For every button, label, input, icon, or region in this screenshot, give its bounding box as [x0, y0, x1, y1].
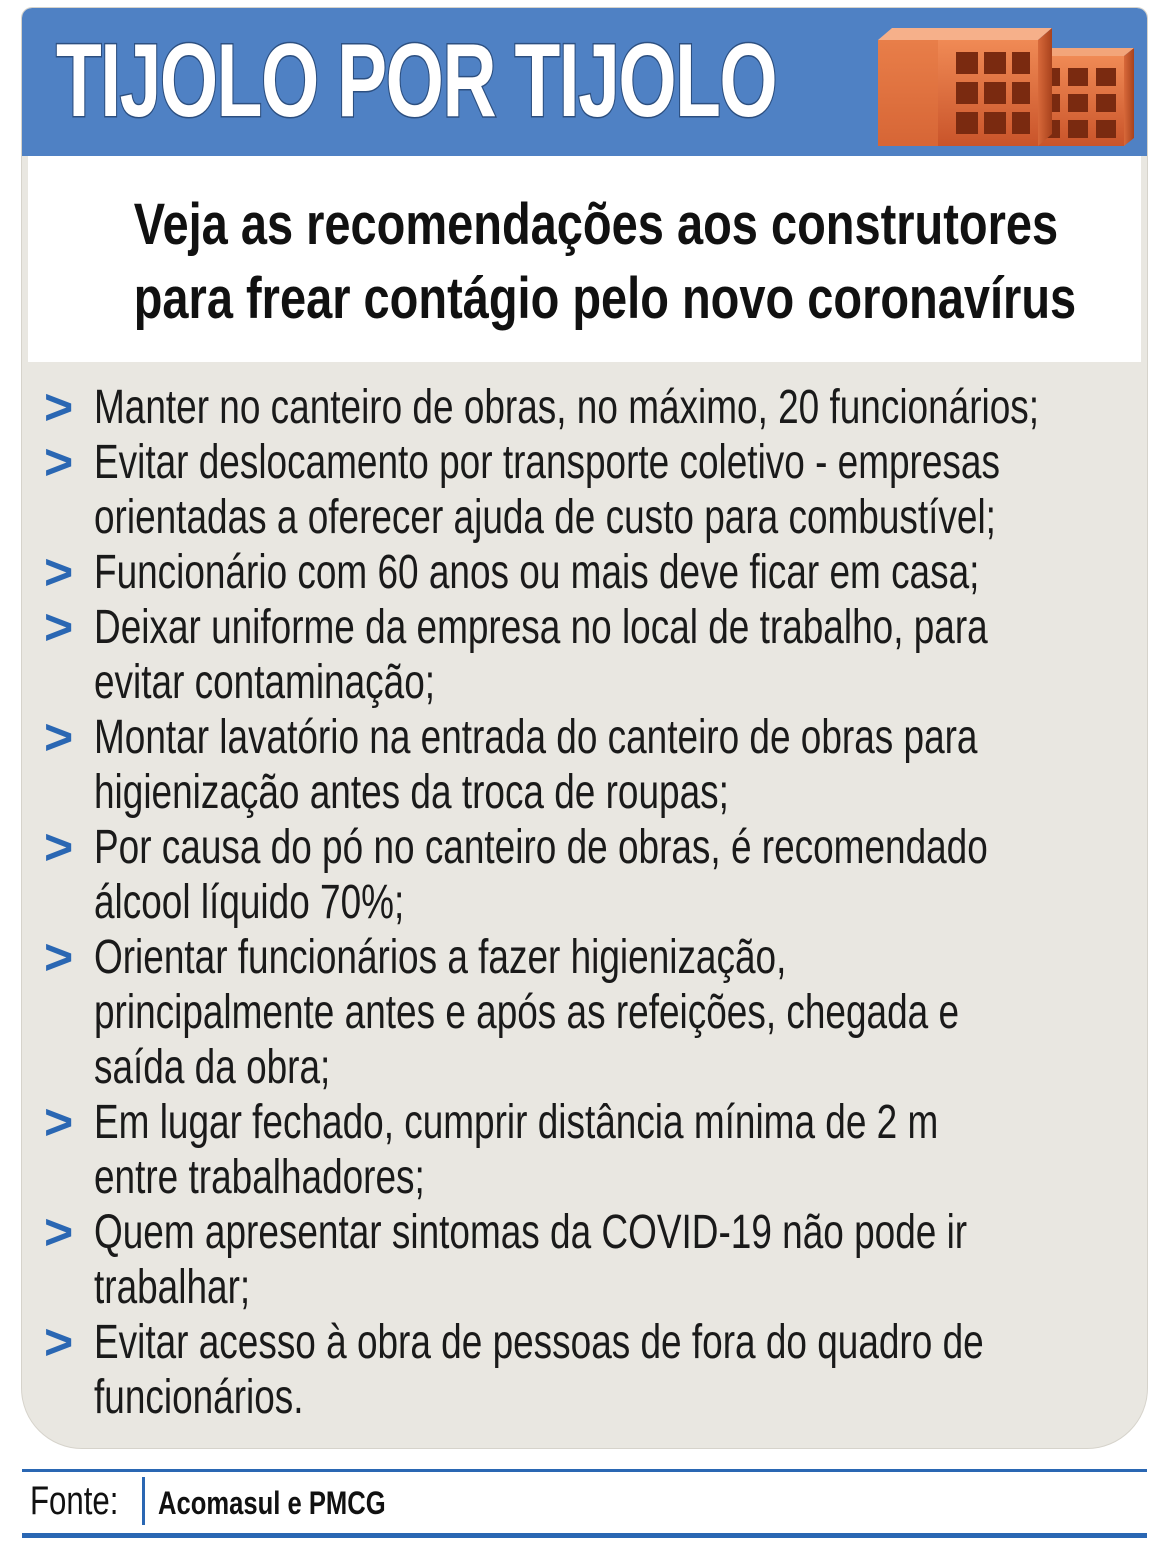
list-item — [44, 1205, 1134, 1315]
subtitle-line: para frear contágio pelo novo coronavírus — [133, 266, 1077, 331]
chevron-right-icon: > — [44, 709, 74, 765]
source-label: Fonte: — [30, 1479, 119, 1523]
list-item-text: Manter no canteiro de obras, no máximo, 20 funcionários; — [94, 381, 1040, 434]
list-item-text: higienização antes da troca de roupas; — [94, 766, 729, 819]
source-value: Acomasul e PMCG — [158, 1485, 386, 1521]
subtitle-line: Veja as recomendações aos construtores — [133, 192, 1059, 257]
chevron-right-icon: > — [44, 1314, 74, 1370]
chevron-right-icon: > — [44, 434, 74, 490]
chevron-right-icon: > — [44, 1094, 74, 1150]
list-item-text: principalmente antes e após as refeições, chegada e — [94, 986, 960, 1039]
list-item-text: orientadas a oferecer ajuda de custo para combustível; — [94, 491, 996, 544]
subtitle-box — [28, 156, 1141, 362]
chevron-right-icon: > — [44, 544, 74, 600]
chevron-right-icon: > — [44, 599, 74, 655]
list-item-text: Evitar deslocamento por transporte coletivo - empresas — [94, 436, 1000, 489]
list-item — [44, 1095, 1134, 1205]
list-item-text: Montar lavatório na entrada do canteiro de obras para — [94, 711, 978, 764]
list-item-text: Deixar uniforme da empresa no local de trabalho, para — [94, 601, 988, 654]
list-item — [44, 710, 1134, 820]
source-divider-top — [22, 1469, 1147, 1472]
list-item-text: trabalhar; — [94, 1261, 251, 1314]
list-item-text: saída da obra; — [94, 1041, 331, 1094]
chevron-right-icon: > — [44, 379, 74, 435]
header-bar — [22, 8, 1147, 156]
list-item — [44, 545, 1134, 600]
chevron-right-icon: > — [44, 929, 74, 985]
recommendation-list — [44, 380, 1134, 1425]
list-item — [44, 435, 1134, 545]
list-item-text: Quem apresentar sintomas da COVID-19 não pode ir — [94, 1206, 968, 1259]
list-item — [44, 930, 1134, 1095]
list-item-text: Orientar funcionários a fazer higienização, — [94, 931, 787, 984]
list-item — [44, 1315, 1134, 1425]
list-item-text: evitar contaminação; — [94, 656, 436, 709]
list-item — [44, 600, 1134, 710]
chevron-right-icon: > — [44, 1204, 74, 1260]
source-divider-bottom — [22, 1533, 1147, 1538]
bricks-icon — [870, 20, 1140, 150]
infographic-card — [22, 8, 1147, 1448]
subtitle — [28, 188, 1141, 336]
list-item — [44, 380, 1134, 435]
list-item-text: entre trabalhadores; — [94, 1151, 425, 1204]
list-item-text: Evitar acesso à obra de pessoas de fora do quadro de — [94, 1316, 984, 1369]
chevron-right-icon: > — [44, 819, 74, 875]
page-title: TIJOLO POR TIJOLO — [56, 23, 777, 139]
list-item-text: funcionários. — [94, 1371, 304, 1424]
list-item-text: álcool líquido 70%; — [94, 876, 405, 929]
source-separator — [142, 1477, 145, 1525]
list-item-text: Funcionário com 60 anos ou mais deve ficar em casa; — [94, 546, 980, 599]
list-item-text: Em lugar fechado, cumprir distância mínima de 2 m — [94, 1096, 939, 1149]
list-item-text: Por causa do pó no canteiro de obras, é recomendado — [94, 821, 988, 874]
list-item — [44, 820, 1134, 930]
